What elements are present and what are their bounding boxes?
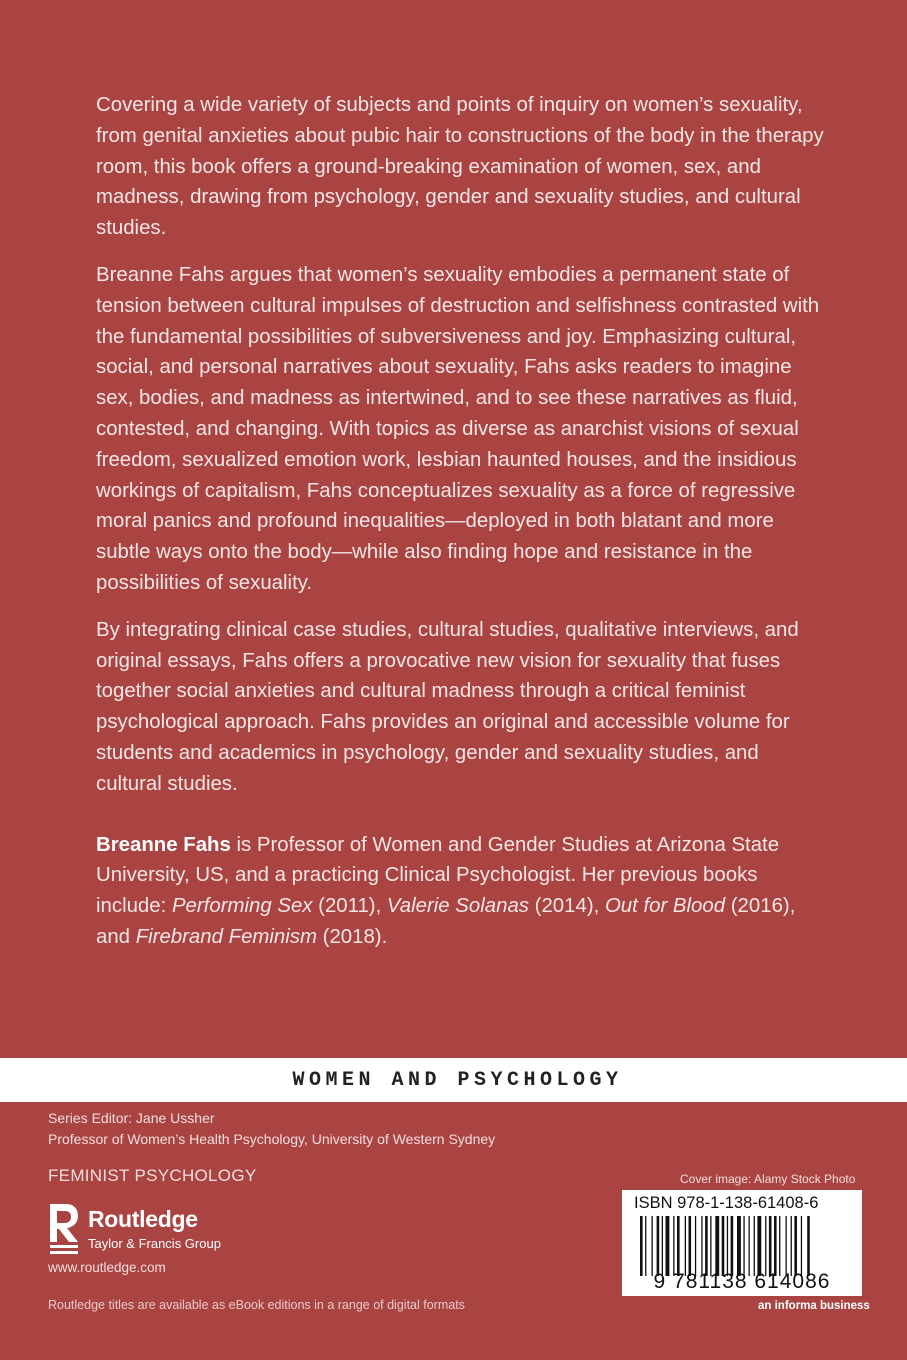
series-title-band <box>0 1058 907 1102</box>
series-title: WOMEN AND PSYCHOLOGY <box>292 1068 623 1092</box>
routledge-logo <box>46 1202 226 1258</box>
author-bio <box>96 830 826 953</box>
bio-year-2: (2014), <box>529 895 605 918</box>
barcode-number: 9 781138 614086 <box>653 1270 831 1293</box>
blurb-paragraph-3: By integrating clinical case studies, cultural studies, qualitative interviews, and original essays, Fahs offers a provocative new vision for sexuality that fuses together social anxieties and cultural madness through a critical feminist psychological approach. Fahs provides an original and accessible volume for students and academics in psychology, gender and sexuality studies, and cultural studies. <box>96 618 799 795</box>
bio-year-3: (2016), and <box>96 895 796 948</box>
bio-year-1: (2011), <box>312 895 387 918</box>
book-title-2: Valerie Solanas <box>386 895 529 918</box>
isbn-label: ISBN 978-1-138-61408-6 <box>634 1194 819 1212</box>
blurb-paragraph-1: Covering a wide variety of subjects and points of inquiry on women’s sexuality, from genital anxieties about pubic hair to constructions of the body in the therapy room, this book offers a ground-breaking examination of women, sex, and madness, drawing from psychology, gender and sexuality studies, and cultural studies. <box>96 94 824 240</box>
series-editor-title: Professor of Women’s Health Psychology, University of Western Sydney <box>48 1131 496 1147</box>
book-title-1: Performing Sex <box>171 895 313 918</box>
isbn-barcode <box>622 1190 862 1296</box>
series-editor: Series Editor: Jane Ussher <box>48 1110 215 1126</box>
bio-year-4: (2018). <box>316 925 388 948</box>
publisher-website: www.routledge.com <box>48 1260 166 1275</box>
bio-text: is Professor of Women and Gender Studies at Arizona State University, US, and a practicing Clinical Psychologist. Her previous books include: <box>96 833 780 918</box>
back-cover-blurb <box>96 90 826 969</box>
author-name: Breanne Fahs <box>96 833 231 856</box>
series-editor-block <box>48 1108 495 1150</box>
blurb-paragraph-2: Breanne Fahs argues that women’s sexuality embodies a permanent state of tension between cultural impulses of destruction and selfishness contrasted with the fundamental possibilities of subversiveness and joy. Emphasizing cultural, social, and personal narratives about sexuality, Fahs asks readers to imagine sex, bodies, and madness as intertwined, and to see these narratives as fluid, contested, and changing. With topics as diverse as anarchist visions of sexual freedom, sexualized emotion work, lesbian haunted houses, and the insidious workings of capitalism, Fahs conceptualizes sexuality as a force of regressive moral panics and profound inequalities—deployed in both blatant and more subtle ways onto the body—while also finding hope and resistance in the possibilities of sexuality. <box>96 263 820 594</box>
informa-tagline: an informa business <box>758 1300 870 1312</box>
subject-category: FEMINIST PSYCHOLOGY <box>48 1166 257 1185</box>
publisher-group: Taylor & Francis Group <box>88 1236 221 1251</box>
cover-credit: Cover image: Alamy Stock Photo <box>680 1172 856 1186</box>
publisher-name: Routledge <box>88 1206 198 1232</box>
ebook-note: Routledge titles are available as eBook editions in a range of digital formats <box>48 1298 465 1312</box>
book-title-3: Out for Blood <box>604 895 726 918</box>
book-title-4: Firebrand Feminism <box>135 925 317 948</box>
barcode-bars <box>640 1216 858 1276</box>
routledge-r-icon <box>46 1202 80 1258</box>
